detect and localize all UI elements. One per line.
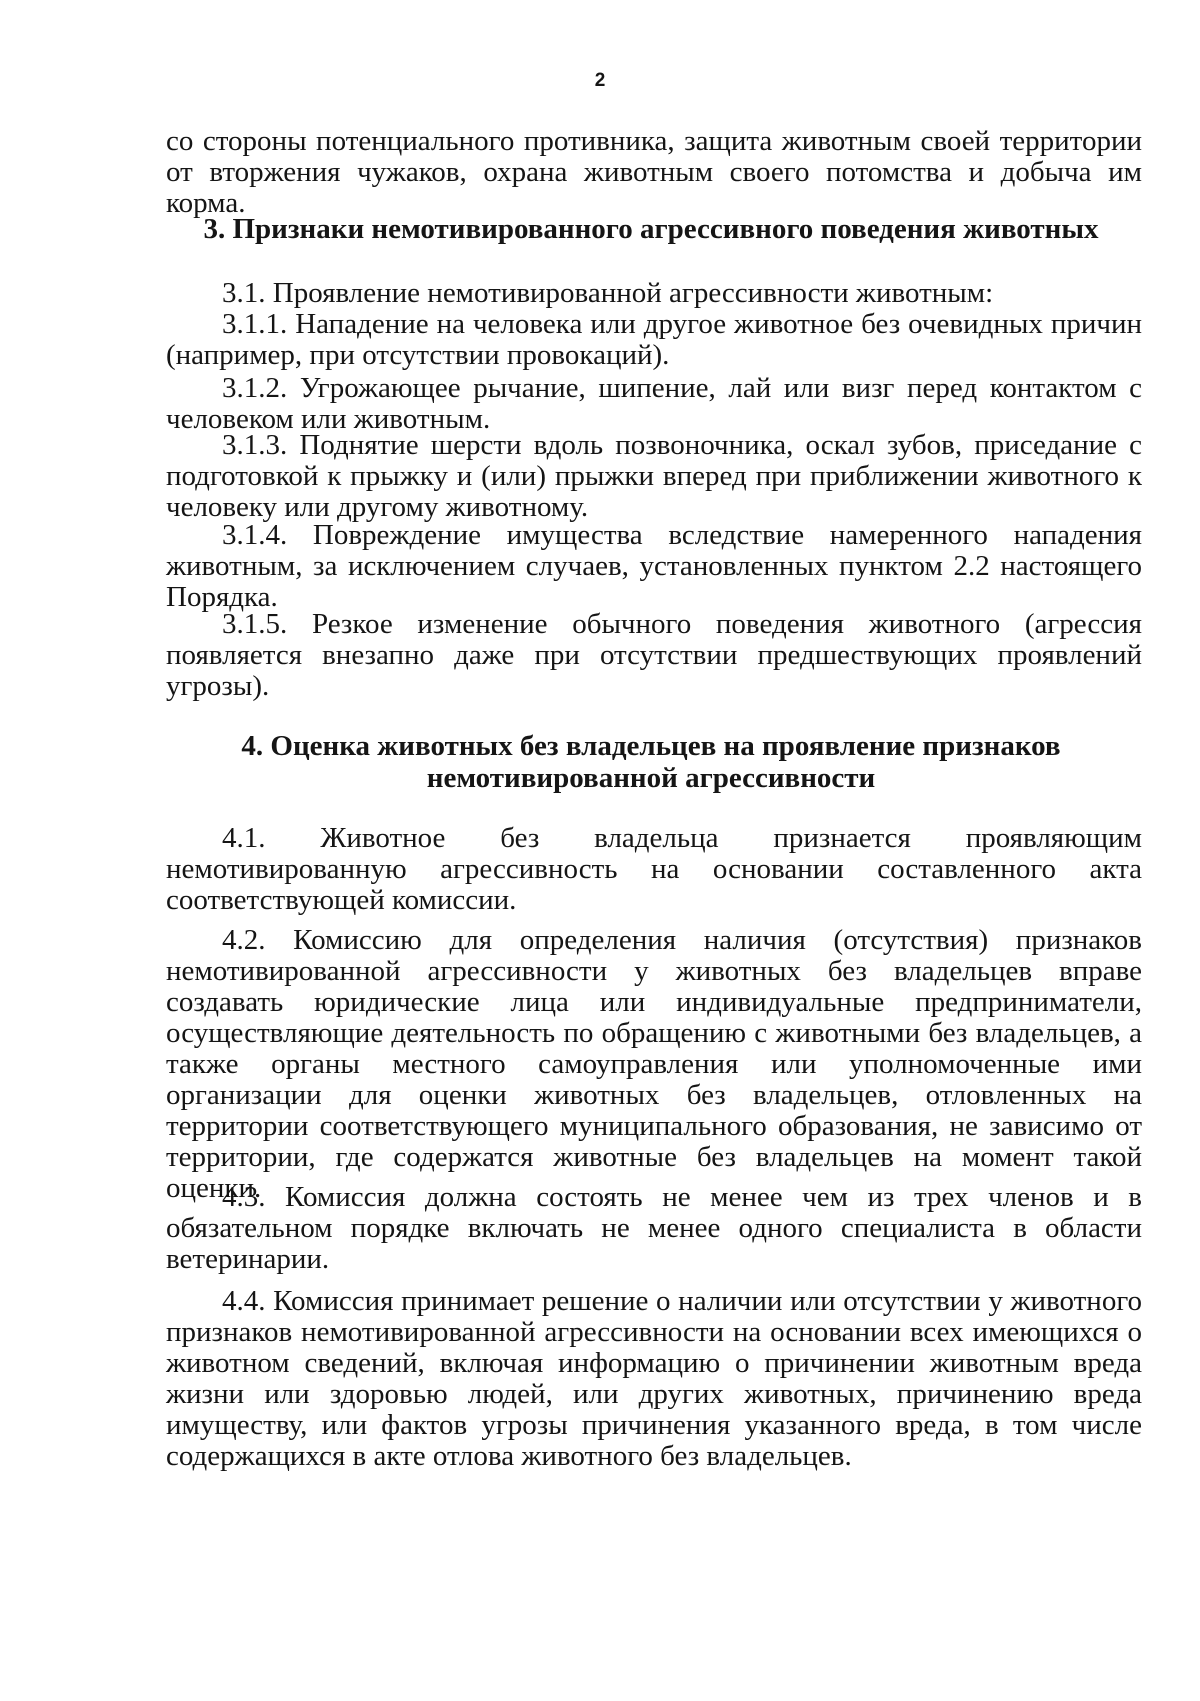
paragraph-4-1: 4.1. Животное без владельца признается проявляющим немотивированную агрессивность на основании составленного акта соответствующей комиссии. — [166, 822, 1142, 916]
paragraph-4-3: 4.3. Комиссия должна состоять не менее чем из трех членов и в обязательном порядке включать не менее одного специалиста в области ветеринарии. — [166, 1181, 1142, 1275]
intro-paragraph: со стороны потенциального противника, защита животным своей территории от вторжения чужаков, охрана животным своего потомства и добыча им корма. — [166, 125, 1142, 219]
section-4-title-line-1: 4. Оценка животных без владельцев на проявление признаков — [241, 730, 1061, 762]
paragraph-3-1-4: 3.1.4. Повреждение имущества вследствие намеренного нападения животным, за исключением случаев, установленных пунктом 2.2 настоящего Порядка. — [166, 519, 1142, 613]
paragraph-3-1-1: 3.1.1. Нападение на человека или другое животное без очевидных причин (например, при отсутствии провокаций). — [166, 308, 1142, 371]
section-4-title-line-2: немотивированной агрессивности — [426, 762, 876, 794]
paragraph-4-4: 4.4. Комиссия принимает решение о наличии или отсутствии у животного признаков немотивированной агрессивности на основании всех имеющихся о животном сведений, включая информацию о причинении животным вреда жизни или здоровью людей, или других животных, причинению вреда имуществу, или фактов угрозы причинения указанного вреда, в том числе содержащихся в акте отлова животного без владельцев. — [166, 1285, 1142, 1472]
paragraph-3-1-5: 3.1.5. Резкое изменение обычного поведения животного (агрессия появляется внезапно даже при отсутствии предшествующих проявлений угрозы). — [166, 608, 1142, 702]
paragraph-3-1: 3.1. Проявление немотивированной агрессивности животным: — [222, 277, 994, 309]
paragraph-3-1-3: 3.1.3. Поднятие шерсти вдоль позвоночника, оскал зубов, приседание с подготовкой к прыжку и (или) прыжки вперед при приближении животного к человеку или другому животному. — [166, 429, 1142, 523]
paragraph-3-1-2: 3.1.2. Угрожающее рычание, шипение, лай или визг перед контактом с человеком или животным. — [166, 372, 1142, 435]
page-number: 2 — [594, 70, 606, 91]
section-3-title: 3. Признаки немотивированного агрессивного поведения животных — [203, 213, 1099, 245]
paragraph-4-2: 4.2. Комиссию для определения наличия (отсутствия) признаков немотивированной агрессивности у животных без владельцев вправе создавать юридические лица или индивидуальные предприниматели, осуществляющие деятельность по обращению с животными без владельцев, а также органы местного самоуправления или уполномоченные ими организации для оценки животных без владельцев, отловленных на территории соответствующего муниципального образования, не зависимо от территории, где содержатся животные без владельцев на момент такой оценки. — [166, 924, 1142, 1204]
